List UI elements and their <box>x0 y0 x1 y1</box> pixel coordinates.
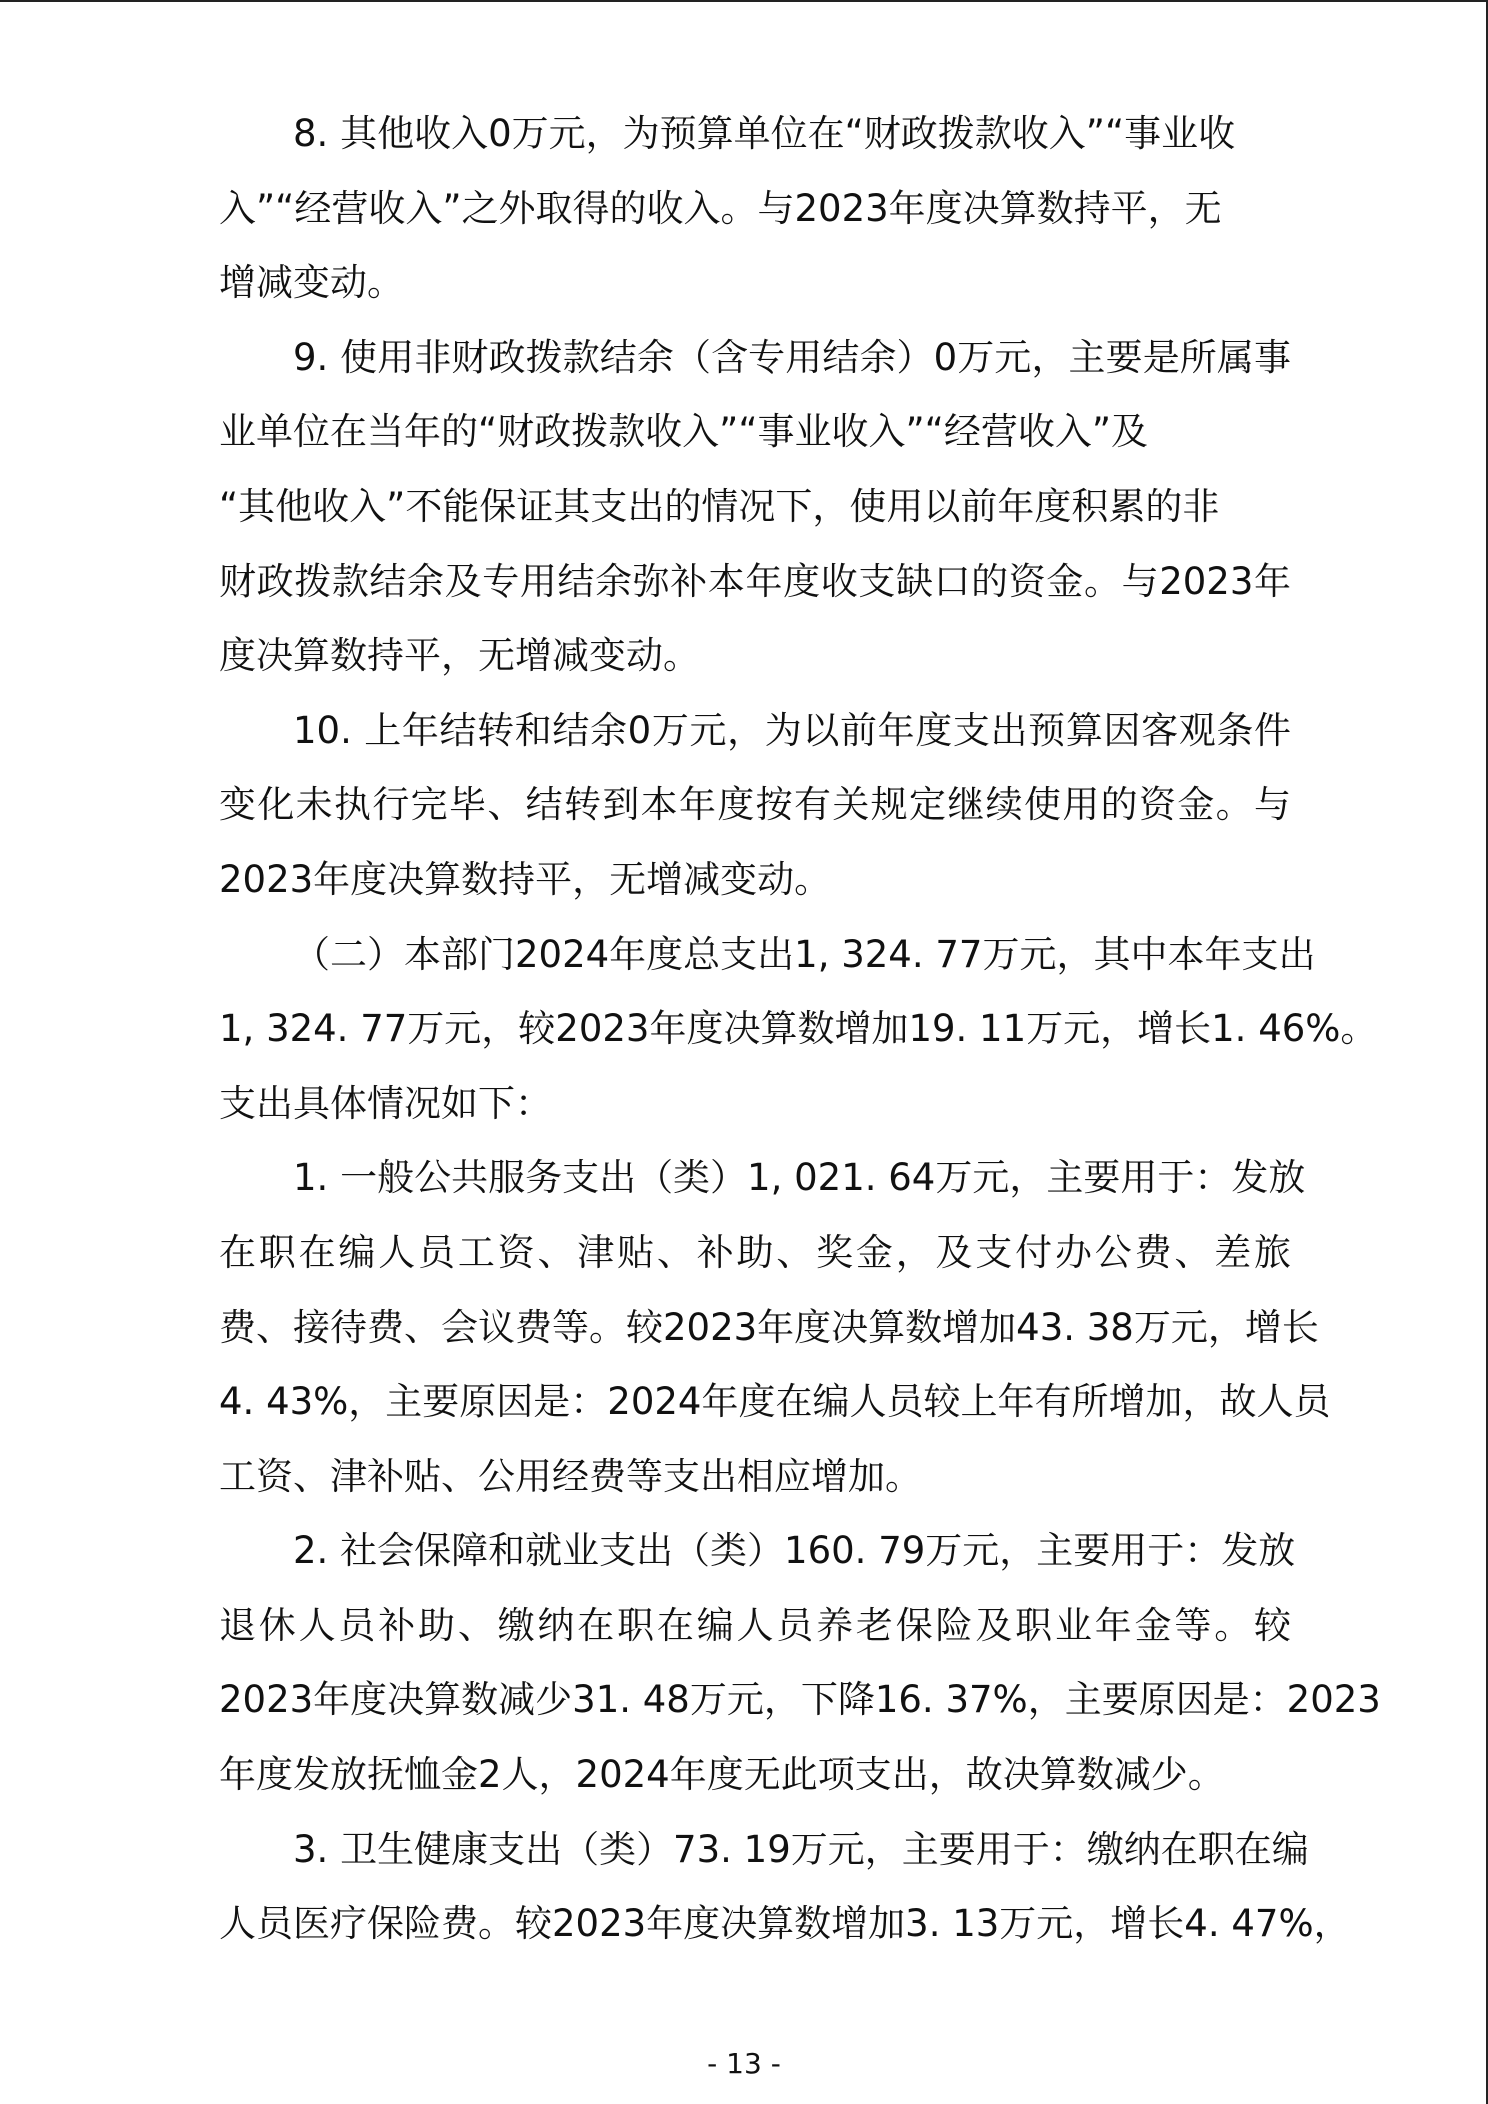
text-line: 在职在编人员工资、津贴、补助、奖金，及支付办公费、差旅 <box>219 1230 1291 1274</box>
text-line: 2. 社会保障和就业支出（类）160. 79万元，主要用于：发放 <box>293 1529 1296 1573</box>
text-line: 3. 卫生健康支出（类）73. 19万元，主要用于：缴纳在职在编 <box>293 1827 1309 1871</box>
text-line: 2023年度决算数减少31. 48万元，下降16. 37%，主要原因是：2023 <box>219 1678 1381 1722</box>
text-line: 9. 使用非财政拨款结余（含专用结余）0万元，主要是所属事 <box>293 335 1291 379</box>
text-line: 8. 其他收入0万元，为预算单位在“财政拨款收入”“事业收 <box>293 112 1236 155</box>
text-line: （二）本部门2024年度总支出1, 324. 77万元，其中本年支出 <box>293 932 1316 976</box>
text-line: 退休人员补助、缴纳在职在编人员养老保险及职业年金等。较 <box>219 1603 1291 1647</box>
text-line: 1, 324. 77万元，较2023年度决算数增加19. 11万元，增长1. 46%。 <box>219 1007 1378 1051</box>
text-line: “其他收入”不能保证其支出的情况下，使用以前年度积累的非 <box>219 484 1220 528</box>
text-line: 变化未执行完毕、结转到本年度按有关规定继续使用的资金。与 <box>219 783 1291 827</box>
text-line: 入”“经营收入”之外取得的收入。与2023年度决算数持平，无 <box>219 186 1222 230</box>
text-line: 人员医疗保险费。较2023年度决算数增加3. 13万元，增长4. 47%， <box>219 1902 1351 1946</box>
text-line: 4. 43%，主要原因是：2024年度在编人员较上年有所增加，故人员 <box>219 1380 1331 1424</box>
text-line: 增减变动。 <box>219 261 404 305</box>
document-body <box>219 97 1381 1962</box>
text-line: 业单位在当年的“财政拨款收入”“事业收入”“经营收入”及 <box>219 410 1149 454</box>
text-line: 年度发放抚恤金2人，2024年度无此项支出，故决算数减少。 <box>219 1753 1225 1797</box>
page-number: - 13 - <box>707 2047 781 2080</box>
text-line: 工资、津补贴、公用经费等支出相应增加。 <box>219 1454 922 1498</box>
text-line: 财政拨款结余及专用结余弥补本年度收支缺口的资金。与2023年 <box>219 559 1291 603</box>
page-border-top <box>0 0 1488 2</box>
text-line: 1. 一般公共服务支出（类）1, 021. 64万元，主要用于：发放 <box>293 1156 1306 1200</box>
text-line: 费、接待费、会议费等。较2023年度决算数增加43. 38万元，增长 <box>219 1305 1319 1349</box>
text-line: 支出具体情况如下： <box>219 1081 552 1125</box>
text-line: 2023年度决算数持平，无增减变动。 <box>219 857 832 901</box>
text-line: 度决算数持平，无增减变动。 <box>219 634 700 678</box>
text-line: 10. 上年结转和结余0万元，为以前年度支出预算因客观条件 <box>293 708 1291 752</box>
